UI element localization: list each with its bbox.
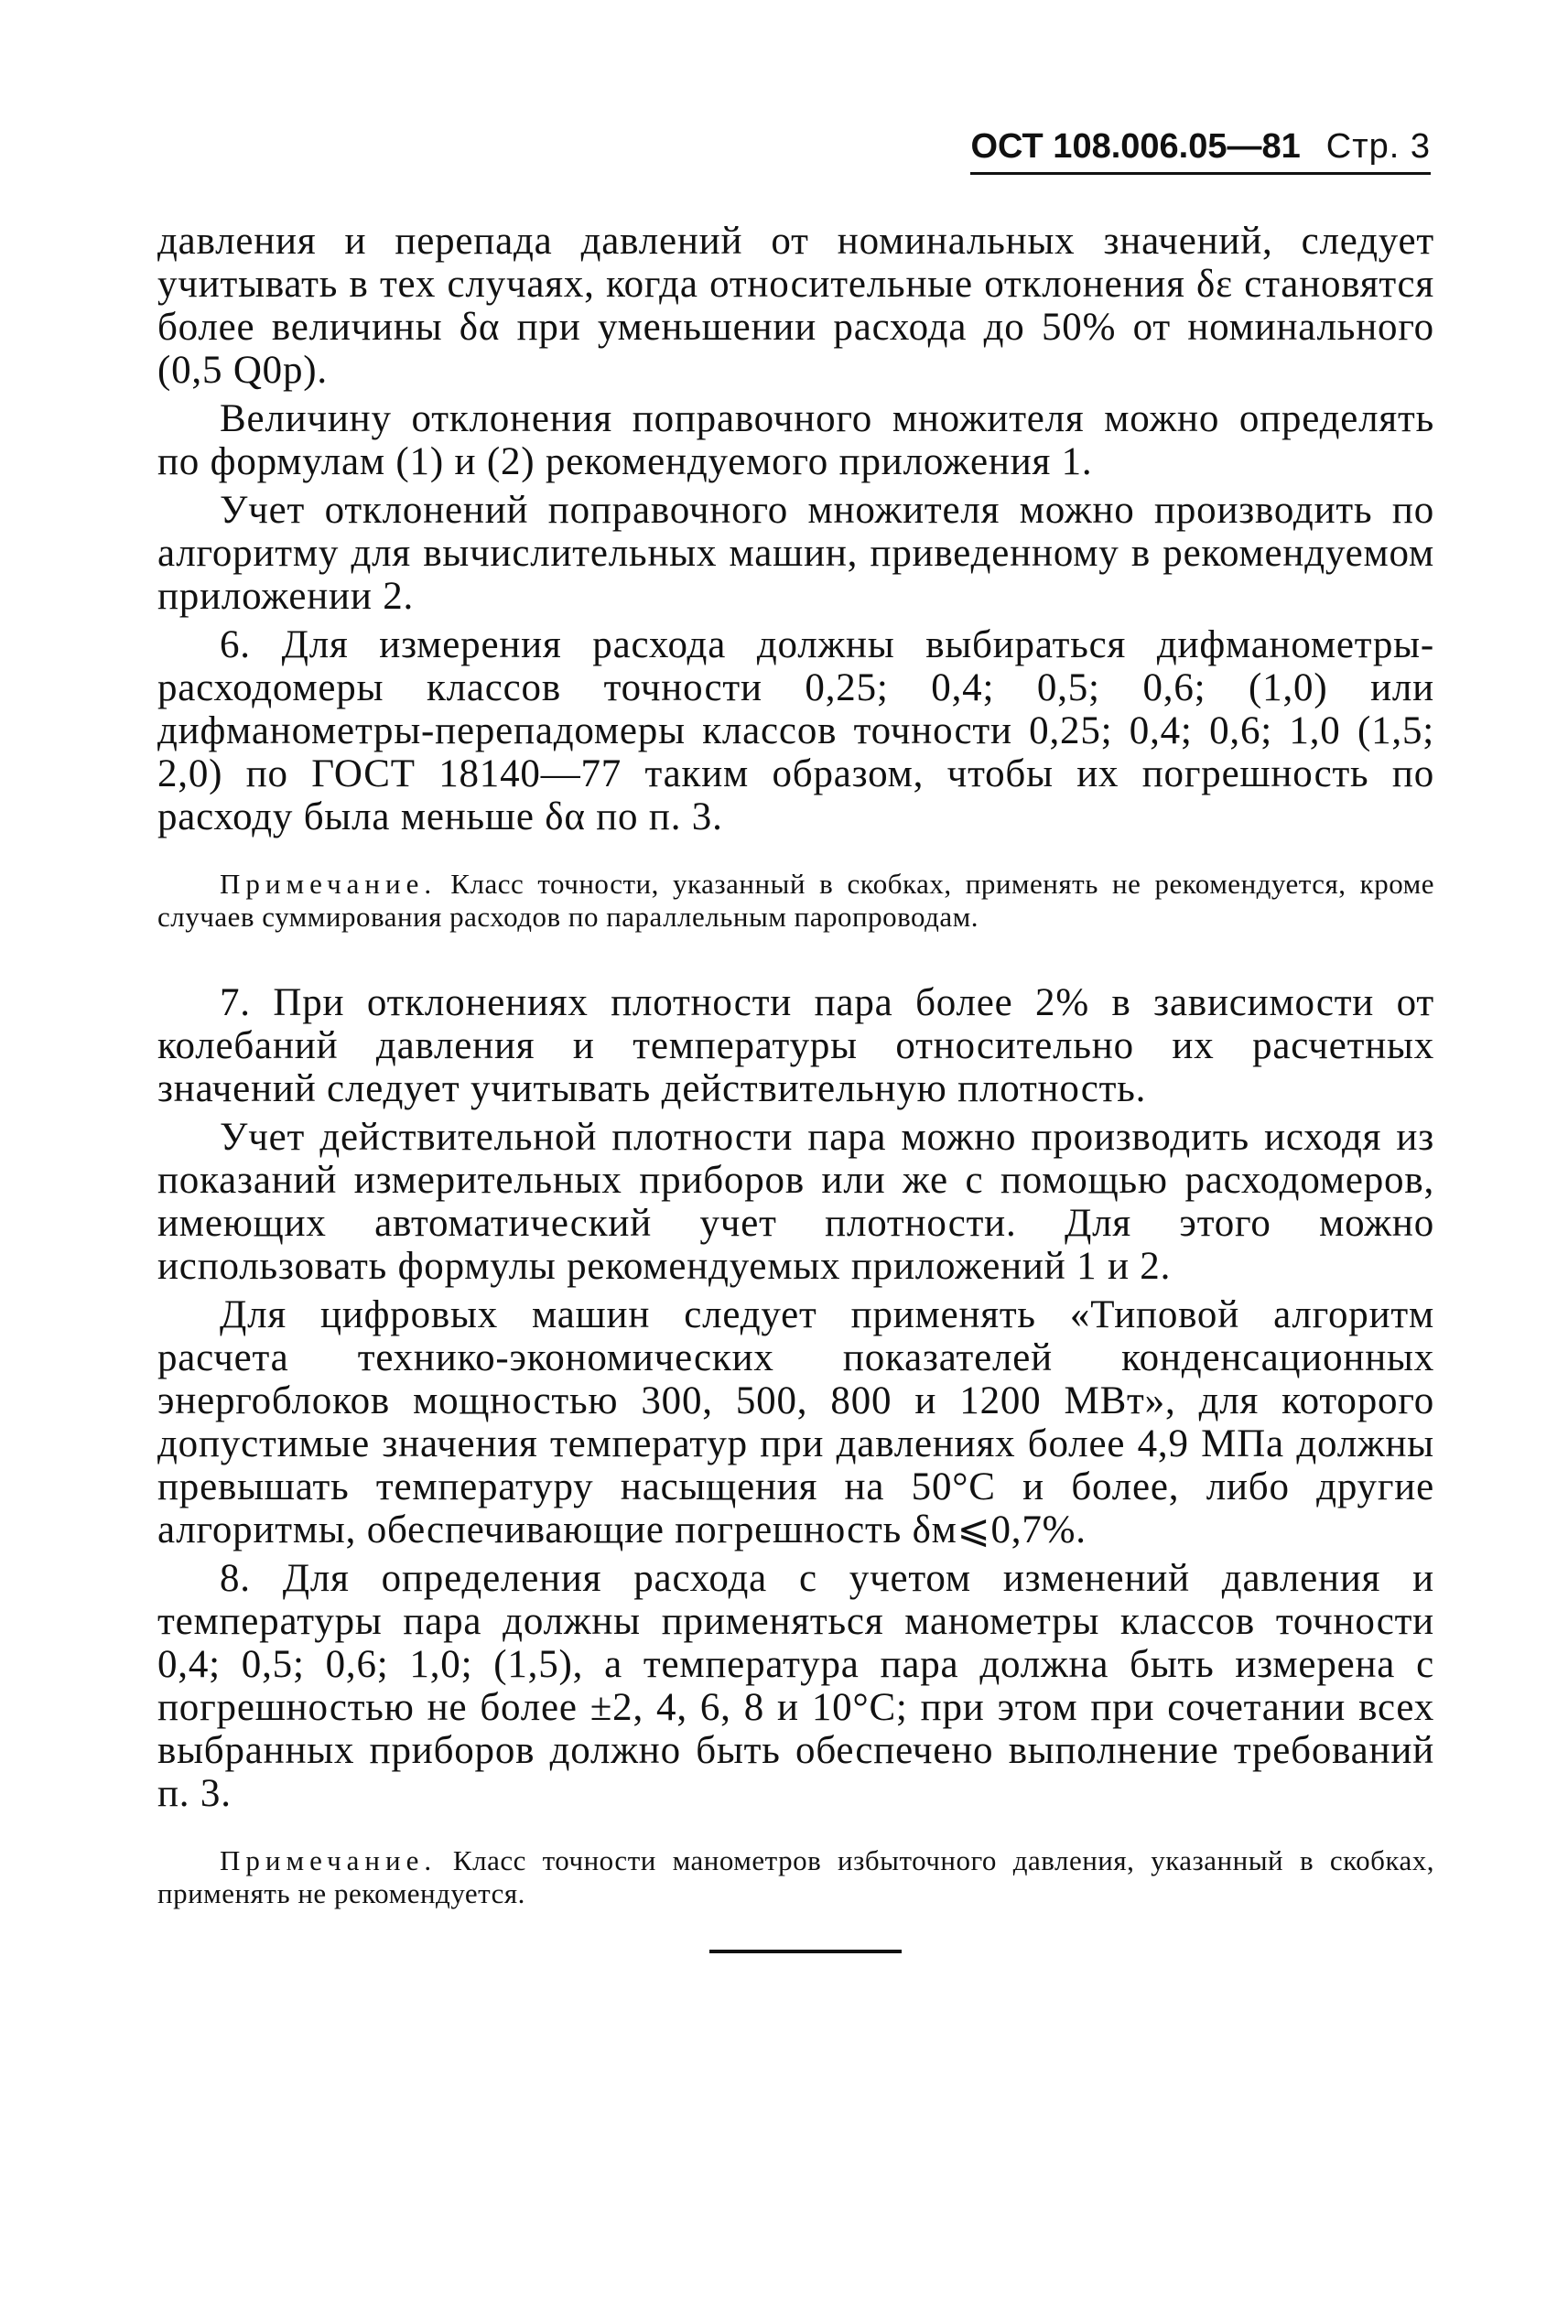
paragraph-item-8: 8. Для определения расхода с учетом изменений давления и температуры пара должны применяться манометры классов точности 0,4; 0,5; 0,6; 1,0; (1,5), а температура пара должна быть измерена с погрешностью не более ±2, 4, 6, 8 и 10°С; при этом при сочетании всех выбранных приборов должно быть обеспечено выполнение требований п. 3. (157, 1557, 1434, 1815)
paragraph: Учет отклонений поправочного множителя можно производить по алгоритму для вычислительных машин, приведенному в рекомендуемом приложении 2. (157, 489, 1434, 618)
note-label: Примечание. (220, 868, 438, 900)
document-body (157, 220, 1434, 1958)
paragraph-continuation: давления и перепада давлений от номинальных значений, следует учитывать в тех случаях, когда относительные отклонения δε становятся более величины δα при уменьшении расхода до 50% от номинального (0,5 Q0р). (157, 220, 1434, 392)
note (157, 868, 1434, 934)
page-number: Стр. 3 (1325, 127, 1431, 166)
note-text: Класс точности, указанный в скобках, применять не рекомендуется, кроме случаев суммирования расходов по параллельным паропроводам. (157, 868, 1434, 933)
paragraph: Для цифровых машин следует применять «Типовой алгоритм расчета технико-экономических показателей конденсационных энергоблоков мощностью 300, 500, 800 и 1200 МВт», для которого допустимые значения температур при давлениях более 4,9 МПа должны превышать температуру насыщения на 50°С и более, либо другие алгоритмы, обеспечивающие погрешность δм⩽0,7%. (157, 1293, 1434, 1551)
page-header (970, 126, 1431, 175)
paragraph: Учет действительной плотности пара можно производить исходя из показаний измерительных приборов или же с помощью расходомеров, имеющих автоматический учет плотности. Для этого можно использовать формулы рекомендуемых приложений 1 и 2. (157, 1116, 1434, 1288)
note (157, 1844, 1434, 1910)
note-text: Класс точности манометров избыточного давления, указанный в скобках, применять не рекомендуется. (157, 1844, 1434, 1909)
note-label: Примечание. (220, 1844, 438, 1876)
document-code: ОСТ 108.006.05—81 (970, 127, 1301, 166)
end-divider (709, 1950, 902, 1953)
paragraph: Величину отклонения поправочного множителя можно определять по формулам (1) и (2) рекомендуемого приложения 1. (157, 397, 1434, 483)
paragraph-item-6: 6. Для измерения расхода должны выбираться дифманометры-расходомеры классов точности 0,25; 0,4; 0,5; 0,6; (1,0) или дифманометры-перепадомеры классов точности 0,25; 0,4; 0,6; 1,0 (1,5; 2,0) по ГОСТ 18140—77 таким образом, чтобы их погрешность по расходу была меньше δα по п. 3. (157, 623, 1434, 838)
paragraph-item-7: 7. При отклонениях плотности пара более 2% в зависимости от колебаний давления и температуры относительно их расчетных значений следует учитывать действительную плотность. (157, 981, 1434, 1110)
